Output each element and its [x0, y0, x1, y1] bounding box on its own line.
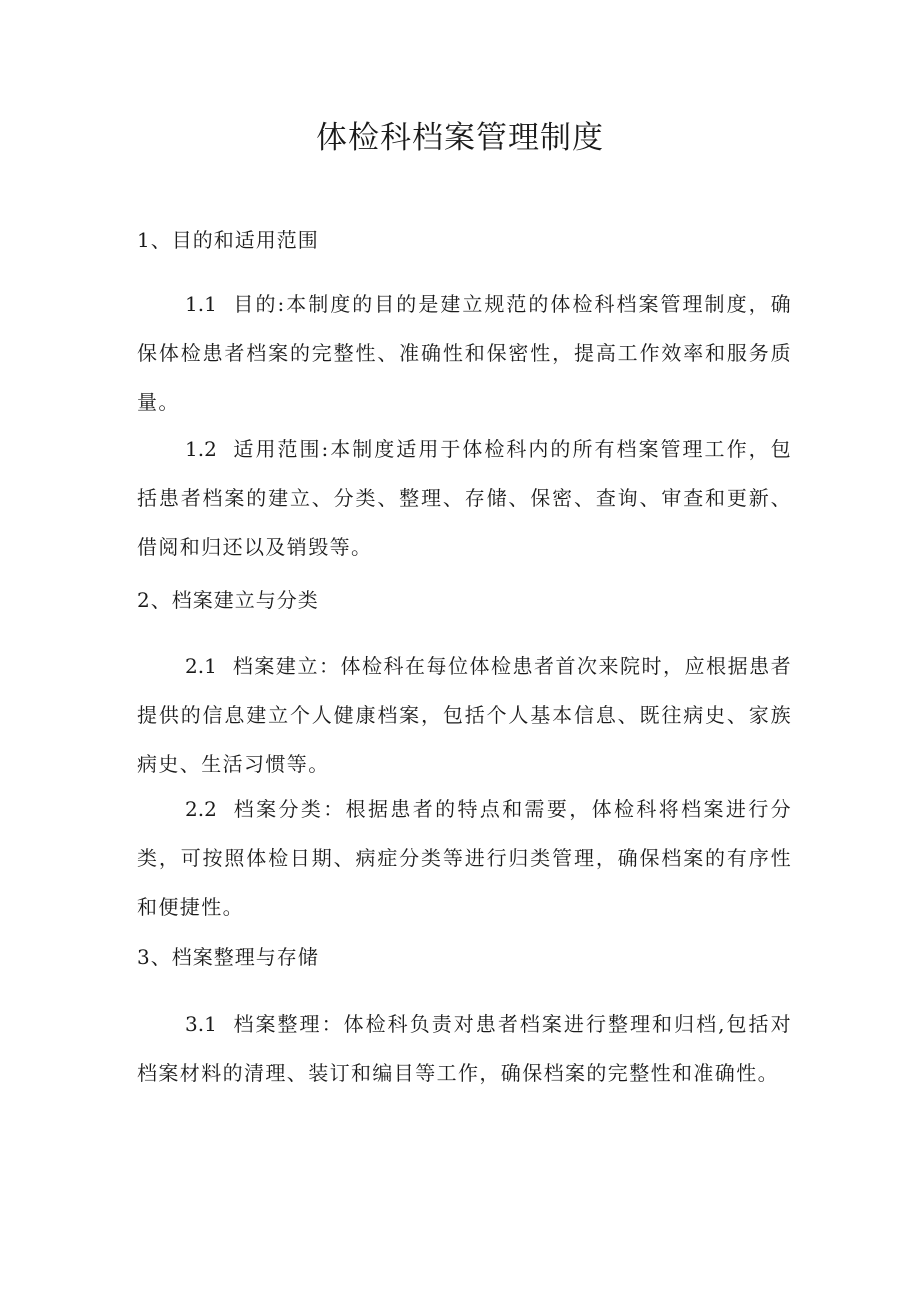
paragraph-number: 1.2 — [185, 437, 217, 461]
paragraph-2-2 — [137, 785, 792, 932]
paragraph-text: 档案分类：根据患者的特点和需要，体检科将档案进行分类，可按照体检日期、病症分类等进行归类管理，确保档案的有序性和便捷性。 — [137, 797, 792, 919]
paragraph-number: 3.1 — [185, 1012, 217, 1036]
paragraph-text: 档案整理：体检科负责对患者档案进行整理和归档,包括对档案材料的清理、装订和编目等工作，确保档案的完整性和准确性。 — [137, 1012, 792, 1085]
paragraph-text: 目的:本制度的目的是建立规范的体检科档案管理制度，确保体检患者档案的完整性、准确性和保密性，提高工作效率和服务质量。 — [137, 292, 792, 414]
section-heading-1: 1、目的和适用范围 — [137, 228, 319, 252]
paragraph-3-1 — [137, 1000, 792, 1098]
section-heading-2: 2、档案建立与分类 — [137, 588, 319, 612]
paragraph-text: 适用范围:本制度适用于体检科内的所有档案管理工作，包括患者档案的建立、分类、整理、存储、保密、查询、审查和更新、借阅和归还以及销毁等。 — [137, 437, 792, 559]
paragraph-number: 1.1 — [185, 292, 217, 316]
paragraph-2-1 — [137, 642, 792, 789]
document-title: 体检科档案管理制度 — [316, 120, 604, 156]
section-heading-3: 3、档案整理与存储 — [137, 945, 319, 969]
paragraph-number: 2.1 — [185, 654, 217, 678]
paragraph-1-1 — [137, 280, 792, 427]
paragraph-text: 档案建立：体检科在每位体检患者首次来院时，应根据患者提供的信息建立个人健康档案，包括个人基本信息、既往病史、家族病史、生活习惯等。 — [137, 654, 792, 776]
paragraph-1-2 — [137, 425, 792, 572]
paragraph-number: 2.2 — [185, 797, 217, 821]
